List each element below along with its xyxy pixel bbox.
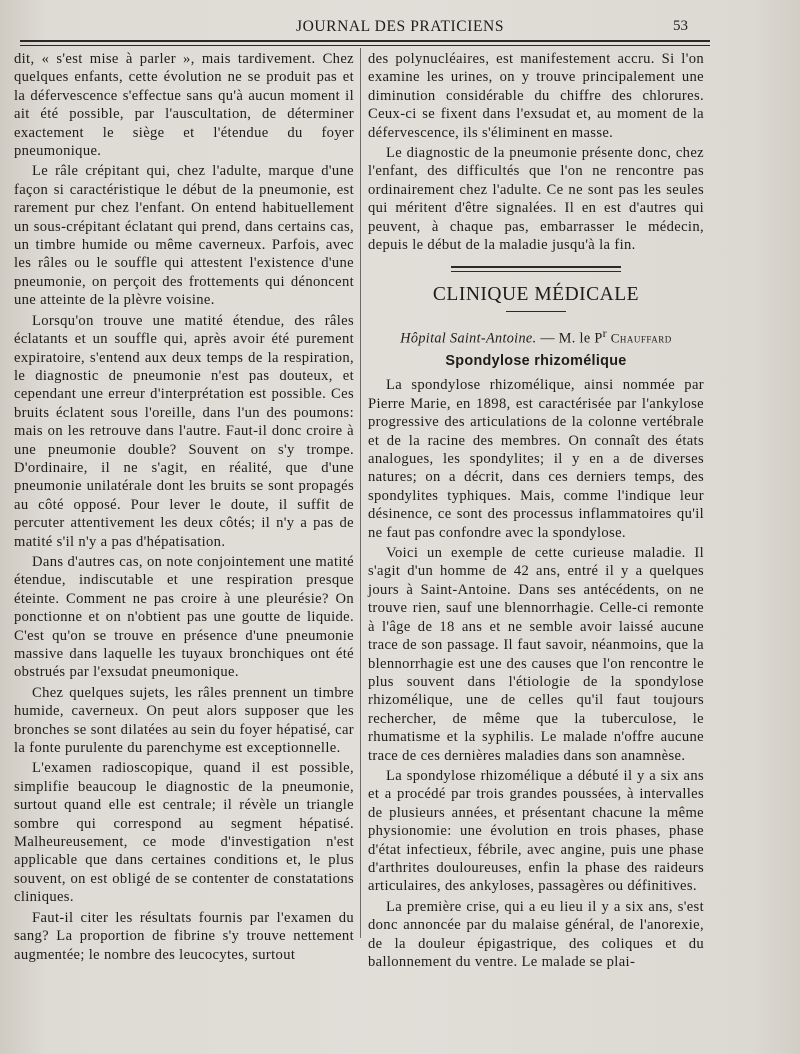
section-title: CLINIQUE MÉDICALE — [432, 284, 640, 306]
right-column — [368, 50, 704, 971]
paragraph: L'examen radioscopique, quand il est possible, simplifie beaucoup le diagnostic de la pneumonie, surtout quand elle est centrale; il révèle un triangle sombre qui correspond au segment hépatisé. Malheureusement, ce mode d'investigation n'est applicable que dans certaines conditions et, le plus souvent, on est obligé de se contenter de constatations cliniques. — [14, 760, 354, 906]
paragraph: La première crise, qui a eu lieu il y a six ans, s'est donc annoncée par du malaise général, de l'anorexie, de la douleur épigastrique, des coliques et du ballonnement du ventre. Le malade se plai- — [368, 898, 704, 971]
paragraph: Le râle crépitant qui, chez l'adulte, marque d'une façon si caractéristique le début de la pneumonie, est rarement pur chez l'enfant. On entend habituellement un sous-crépitant éclatant qui prend, dans certains cas, un timbre humide ou même caverneux. Parfois, avec les râles ou le souffle qui attestent l'existence d'une pneumonie, on perçoit des frottements qui dénoncent une atteinte de la plèvre voisine. — [14, 163, 354, 309]
paragraph: des polynucléaires, est manifestement accru. Si l'on examine les urines, on y trouve principalement une diminution considérable du chiffre des chlorures. Ceux-ci se fixent dans l'exsudat et, au moment de la défervescence, ils s'éliminent en masse. — [368, 51, 704, 141]
byline-superscript: r — [602, 325, 607, 340]
paragraph: Dans d'autres cas, on note conjointement une matité étendue, indiscutable et une respiration presque éteinte. Comment ne pas croire à une pleurésie? On ponctionne et on n'obtient pas une goutte de liquide. C'est qu'on se trouve en présence d'une pneumonie massive dans laquelle les tuyaux bronchiques ont été obstrués par l'exsudat pneumonique. — [14, 553, 354, 681]
paragraph: Voici un exemple de cette curieuse maladie. Il s'agit d'un homme de 42 ans, entré il y a quelques jours à Saint-Antoine. Dans ses antécédents, on ne trouve rien, sauf une blennorrhagie. Celle-ci remonte à l'âge de 18 ans et ne semble avoir laissé aucune trace de son passage. Il faut savoir, néanmoins, que la blennorrhagie est une des causes que l'on rencontre le plus souvent dans l'étiologie de la spondylose rhizomélique, une de celles qu'il faut toujours rechercher, de même que la tuberculose, le rhumatisme et la syphilis. Le malade n'offre aucune trace de ces dernières maladies dans son anamnèse. — [368, 545, 704, 764]
byline-hospital: Hôpital Saint-Antoine. — [400, 330, 537, 347]
column-separator — [360, 48, 361, 938]
paragraph: La spondylose rhizomélique, ainsi nommée par Pierre Marie, en 1898, est caractérisée par l'ankylose progressive des articulations de la colonne vertébrale et de la racine des membres. On connaît des états analogues, les spondylites; il y en a de diverses natures; on a décrit, dans ces derniers temps, des spondylites typhiques. Mais, comme l'indique leur désinence, ce sont des processus inflammatoires qu'il ne faut pas confondre avec la spondylose. — [368, 377, 704, 541]
left-column — [14, 50, 354, 964]
byline-dash: — M. le P — [536, 330, 603, 347]
page-number: 53 — [673, 18, 688, 34]
paragraph: Lorsqu'on trouve une matité étendue, des râles éclatants et un souffle qui, après avoir été purement expiratoire, s'entend aux deux temps de la respiration, le diagnostic de pneumonie n'est pas douteux, et cependant une erreur d'interprétation est possible. Ces bruits éclatent sous l'oreille, dans l'un des poumons: mais on les retrouve dans l'autre. Faut-il donc croire à une pneumonie double? Souvent on s'y trompe. D'ordinaire, il ne s'agit, en réalité, que d'une pneumonie unilatérale dont les bruits se sont propagés au côté opposé. Pour lever le doute, il suffit de percuter attentivement les deux côtés; il n'y a pas de matité s'il n'y a pas d'hépatisation. — [14, 312, 354, 550]
section-rule — [451, 266, 621, 272]
paragraph: Le diagnostic de la pneumonie présente donc, chez l'enfant, des difficultés que l'on ne rencontre pas ordinairement chez l'adulte. Ce ne sont pas les seules qui méritent d'être signalées. Il en est d'autres qui peuvent, à chaque pas, embarrasser le médecin, depuis le début de la maladie jusqu'à la fin. — [368, 145, 704, 254]
running-head — [0, 14, 800, 40]
article-title: Spondylose rhizomélique — [445, 353, 627, 370]
header-rule — [20, 40, 710, 46]
byline — [368, 324, 704, 348]
paragraph: Faut-il citer les résultats fournis par l'examen du sang? La proportion de fibrine s'y trouve nettement augmentée; le nombre des leucocytes, surtout — [14, 909, 354, 963]
paragraph: La spondylose rhizomélique a débuté il y a six ans et a procédé par trois grandes poussées, à intervalles de plusieurs années, et présentant chacune la même physionomie: une évolution en trois phases, phase d'état infectieux, fébrile, avec angine, puis une phase d'arthrites douloureuses, enfin la phase des raideurs articulaires, des ankyloses, passagères ou définitives. — [368, 767, 704, 895]
paragraph: dit, « s'est mise à parler », mais tardivement. Chez quelques enfants, cette évolution ne se produit pas et la défervescence s'effectue sans qu'à aucun moment il ait été possible, par l'auscultation, de déterminer exactement le siège et l'étendue du foyer pneumonique. — [14, 51, 354, 160]
paragraph: Chez quelques sujets, les râles prennent un timbre humide, caverneux. On peut alors supposer que les bronches se sont dilatées au sein du foyer hépatisé, car la fonte purulente du parenchyme est exceptionnelle. — [14, 684, 354, 757]
byline-author: Chauffard — [606, 330, 672, 346]
section-underline — [506, 311, 566, 312]
running-title: JOURNAL DES PRATICIENS — [295, 18, 505, 35]
